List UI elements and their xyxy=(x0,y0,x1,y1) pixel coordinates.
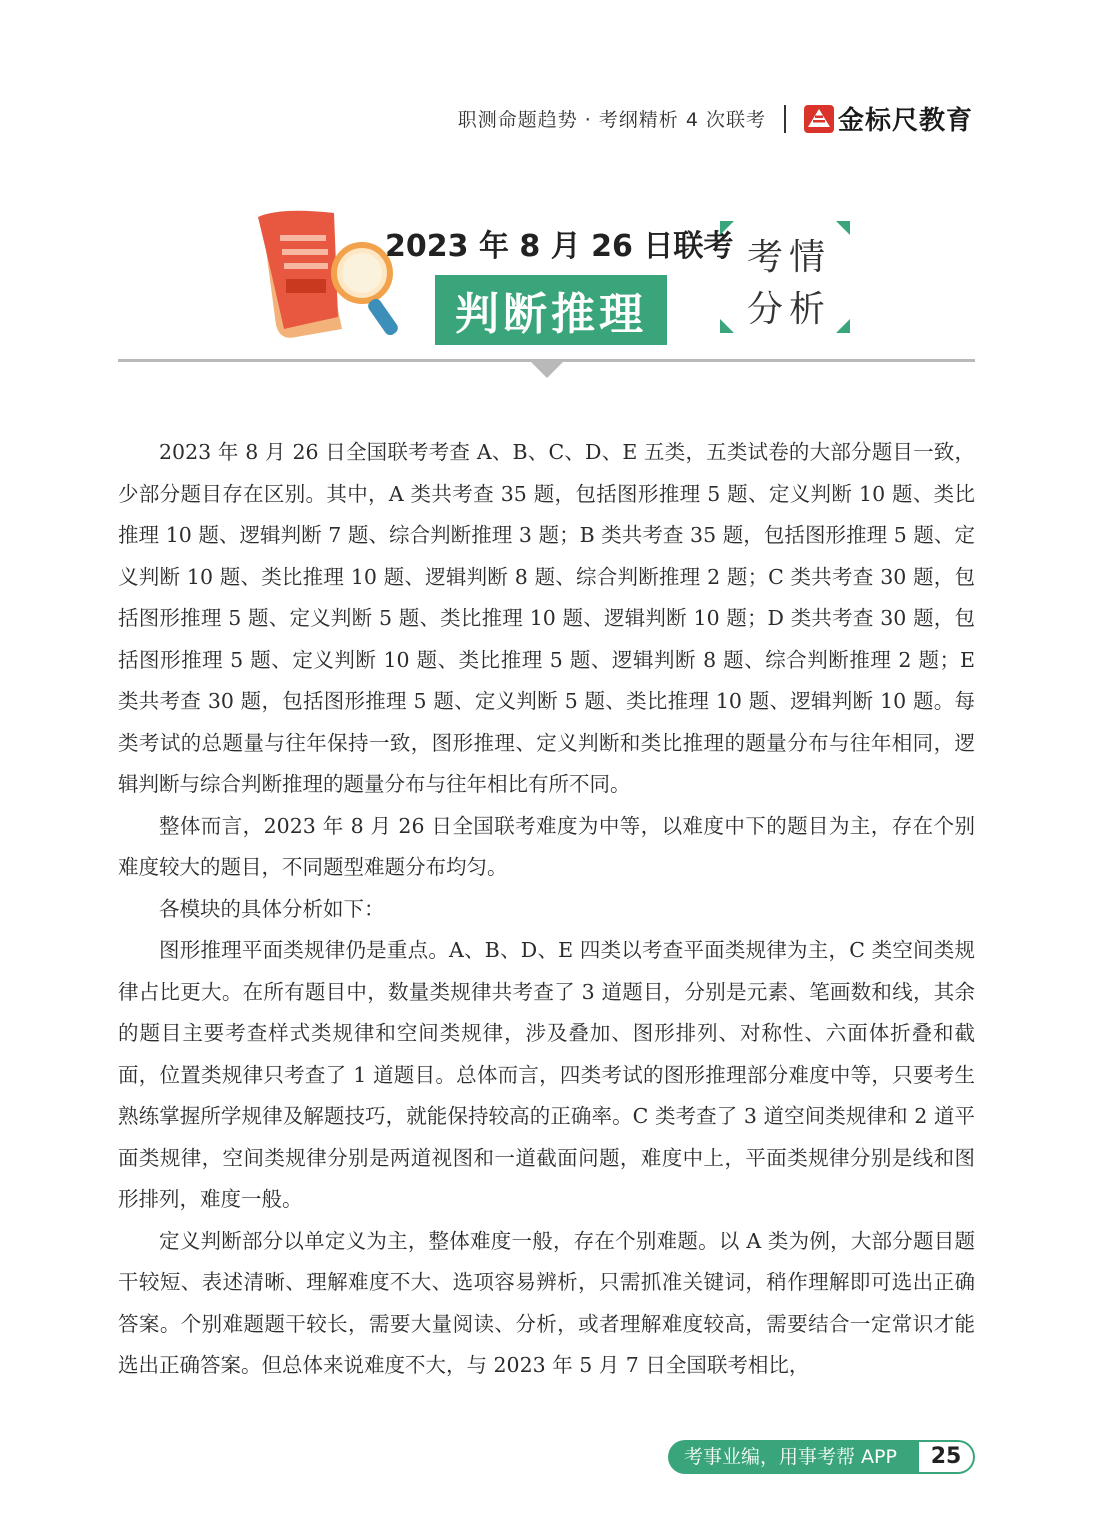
box-line-1: 考情 xyxy=(746,237,831,278)
paragraph: 图形推理平面类规律仍是重点。A、B、D、E 四类以考查平面类规律为主，C 类空间类规律占比更大。在所有题目中，数量类规律共考查了 3 道题目，分别是元素、笔画数和线，其余的题目主要考查样式类规律和空间类规律，涉及叠加、图形排列、对称性、六面体折叠和截面，位置类规律只考查了 1 道题目。总体而言，四类考试的图形推理部分难度中等，只要考生熟练掌握所学规律及解题技巧，就能保持较高的正确率。C 类考查了 3 道空间类规律和 2 道平面类规律，空间类规律分别是两道视图和一道截面问题，难度中上，平面类规律分别是线和图形排列，难度一般。 xyxy=(118,938,975,1211)
paragraph: 2023 年 8 月 26 日全国联考考查 A、B、C、D、E 五类，五类试卷的大部分题目一致，少部分题目存在区别。其中，A 类共考查 35 题，包括图形推理 5 题、定义判断 10 题、类比推理 10 题、逻辑判断 7 题、综合判断推理 3 题；B 类共考查 35 题，包括图形推理 5 题、定义判断 10 题、类比推理 10 题、逻辑判断 8 题、综合判断推理 2 题；C 类共考查 30 题，包括图形推理 5 题、定义判断 5 题、类比推理 10 题、逻辑判断 10 题；D 类共考查 30 题，包括图形推理 5 题、定义判断 10 题、类比推理 5 题、逻辑判断 8 题、综合判断推理 2 题；E 类共考查 30 题，包括图形推理 5 题、定义判断 5 题、类比推理 10 题、逻辑判断 10 题。每类考试的总题量与往年保持一致，图形推理、定义判断和类比推理的题量分布与往年相同，逻辑判断与综合判断推理的题量分布与往年相比有所不同。 xyxy=(118,440,975,796)
brand-name: 金标尺教育 xyxy=(837,106,973,136)
article-body xyxy=(118,432,975,1387)
paragraph: 定义判断部分以单定义为主，整体难度一般，存在个别难题。以 A 类为例，大部分题目题干较短、表述清晰、理解难度不大、选项容易辨析，只需抓准关键词，稍作理解即可选出正确答案。个别难题题干较长，需要大量阅读、分析，或者理解难度较高，需要结合一定常识才能选出正确答案。但总体来说难度不大，与 2023 年 5 月 7 日全国联考相比， xyxy=(118,1228,975,1377)
paragraph: 整体而言，2023 年 8 月 26 日全国联考难度为中等，以难度中下的题目为主，存在个别难度较大的题目，不同题型难题分布均匀。 xyxy=(118,813,975,879)
page-number: 25 xyxy=(919,1442,973,1472)
header-divider xyxy=(784,105,786,133)
footer-slogan: 考事业编，用事考帮 APP xyxy=(684,1446,897,1468)
page-footer xyxy=(668,1440,975,1474)
analysis-box xyxy=(720,221,850,333)
page-header xyxy=(458,100,973,137)
header-text: 职测命题趋势 · 考纲精析 4 次联考 xyxy=(457,109,766,131)
brand-logo-icon xyxy=(804,105,834,133)
brand xyxy=(804,100,973,137)
section-banner xyxy=(250,205,870,355)
banner-date-title: 2023 年 8 月 26 日联考 xyxy=(385,229,734,264)
paragraph: 各模块的具体分析如下： xyxy=(159,896,385,921)
banner-subject: 判断推理 xyxy=(435,275,667,345)
rule-arrow-icon xyxy=(531,362,563,378)
box-line-2: 分析 xyxy=(746,289,831,330)
